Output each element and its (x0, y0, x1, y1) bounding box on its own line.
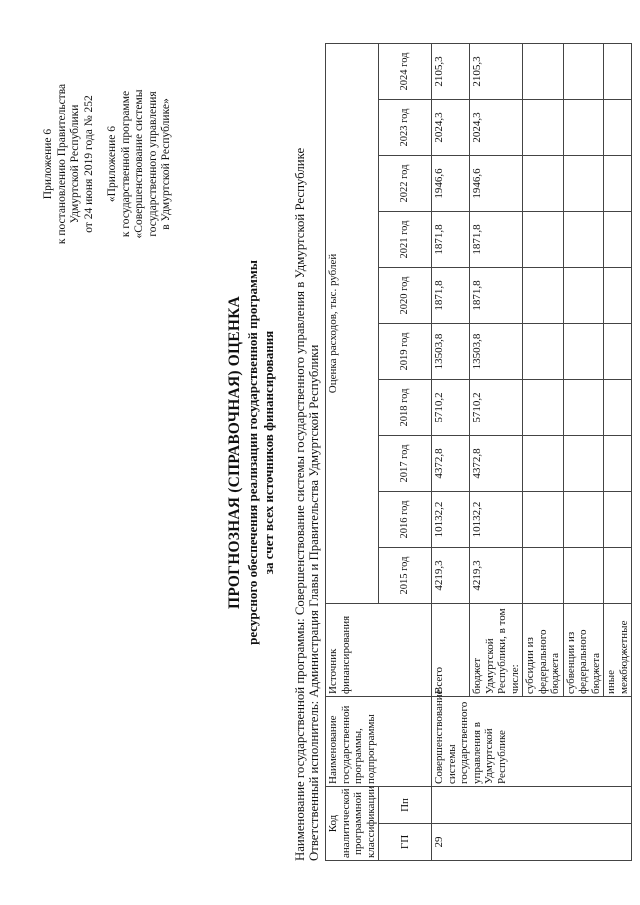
value-cell: 13503,8 (470, 324, 523, 380)
appendix-sub-line: государственного управления (146, 91, 159, 237)
value-cell (523, 492, 564, 548)
appendix-header-line: Приложение 6 (42, 128, 54, 200)
value-cell (563, 212, 604, 268)
value-cell (604, 100, 632, 156)
value-cell (523, 212, 564, 268)
value-cell: 4219,3 (432, 548, 470, 604)
year-header: 2016 год (379, 492, 432, 548)
year-header: 2020 год (379, 268, 432, 324)
source-cell: субсидии из федерального бюджета (523, 604, 564, 697)
value-cell (563, 43, 604, 99)
value-cell (604, 212, 632, 268)
year-header: 2015 год (379, 548, 432, 604)
header-gp: ГП (379, 824, 432, 861)
value-cell (563, 100, 604, 156)
document-title: ПРОГНОЗНАЯ (СПРАВОЧНАЯ) ОЦЕНКА (226, 296, 243, 609)
value-cell: 1946,6 (432, 156, 470, 212)
value-cell: 2105,3 (432, 43, 470, 99)
executor-line: Ответственный исполнитель: Администрация Главы и Правительства Удмуртской Республики (307, 344, 321, 861)
appendix-sub-line: в Удмуртской Республике» (160, 98, 172, 230)
header-source: Источник финансирования (326, 604, 432, 697)
value-cell (604, 268, 632, 324)
value-cell: 4372,8 (432, 436, 470, 492)
value-cell: 13503,8 (432, 324, 470, 380)
header-code: Код аналитической программной классификации (326, 787, 379, 861)
value-cell: 5710,2 (432, 380, 470, 436)
value-cell (523, 100, 564, 156)
value-cell (604, 324, 632, 380)
appendix-sub-line: к государственной программе (119, 90, 132, 238)
value-cell (563, 268, 604, 324)
program-name-cell: Совершенствование системы государственного управления в Удмуртской Республике (432, 697, 632, 787)
value-cell: 4372,8 (470, 436, 523, 492)
header-pp: Пп (379, 787, 432, 824)
source-cell: субвенции из федерального бюджета (563, 604, 604, 697)
source-cell: иные межбюджетные (604, 604, 632, 697)
value-cell (604, 548, 632, 604)
value-cell (523, 43, 564, 99)
value-cell: 2105,3 (470, 43, 523, 99)
header-estimate: Оценка расходов, тыс. рублей (326, 43, 379, 603)
value-cell: 1871,8 (432, 212, 470, 268)
year-header: 2022 год (379, 156, 432, 212)
resource-table (325, 43, 632, 861)
value-cell (563, 156, 604, 212)
source-cell: бюджет Удмуртской Республики, в том числе: (470, 604, 523, 697)
value-cell: 4219,3 (470, 548, 523, 604)
appendix-header-line: Удмуртской Республики (69, 104, 81, 224)
year-header: 2024 год (379, 43, 432, 99)
value-cell: 1871,8 (432, 268, 470, 324)
value-cell (604, 380, 632, 436)
year-header: 2023 год (379, 100, 432, 156)
appendix-header-line: к постановлению Правительства (55, 83, 68, 245)
appendix-sub (106, 44, 174, 284)
value-cell (604, 436, 632, 492)
value-cell: 10132,2 (432, 492, 470, 548)
value-cell (563, 436, 604, 492)
value-cell: 2024,3 (470, 100, 523, 156)
value-cell (523, 268, 564, 324)
value-cell (604, 156, 632, 212)
value-cell (523, 156, 564, 212)
year-header: 2021 год (379, 212, 432, 268)
source-cell: Всего (432, 604, 470, 697)
value-cell (563, 324, 604, 380)
appendix-sub-line: «Приложение 6 (106, 125, 118, 203)
value-cell (604, 43, 632, 99)
value-cell: 10132,2 (470, 492, 523, 548)
gp-code-cell: 29 (432, 824, 632, 861)
year-header: 2018 год (379, 380, 432, 436)
pp-code-cell (432, 787, 632, 824)
value-cell: 1871,8 (470, 268, 523, 324)
value-cell (563, 548, 604, 604)
value-cell (523, 548, 564, 604)
value-cell: 1871,8 (470, 212, 523, 268)
value-cell (604, 492, 632, 548)
value-cell: 2024,3 (432, 100, 470, 156)
value-cell (563, 380, 604, 436)
value-cell: 1946,6 (470, 156, 523, 212)
value-cell (523, 436, 564, 492)
appendix-header (42, 44, 96, 284)
year-header: 2019 год (379, 324, 432, 380)
program-name-line: Наименование государственной программы: Совершенствование системы государственного управления в Удмуртской Республике (293, 147, 307, 861)
table-row (432, 43, 470, 860)
value-cell (523, 380, 564, 436)
appendix-header-line: от 24 июня 2019 года № 252 (82, 95, 95, 233)
document-subtitle: ресурсного обеспечения реализации государственной программы (245, 260, 260, 645)
header-program-name: Наименование государственной программы, подпрограммы (326, 697, 432, 787)
document-subtitle: за счет всех источников финансирования (261, 330, 276, 575)
year-header: 2017 год (379, 436, 432, 492)
value-cell: 5710,2 (470, 380, 523, 436)
value-cell (563, 492, 604, 548)
appendix-sub-line: «Совершенствование системы (133, 89, 145, 239)
value-cell (523, 324, 564, 380)
